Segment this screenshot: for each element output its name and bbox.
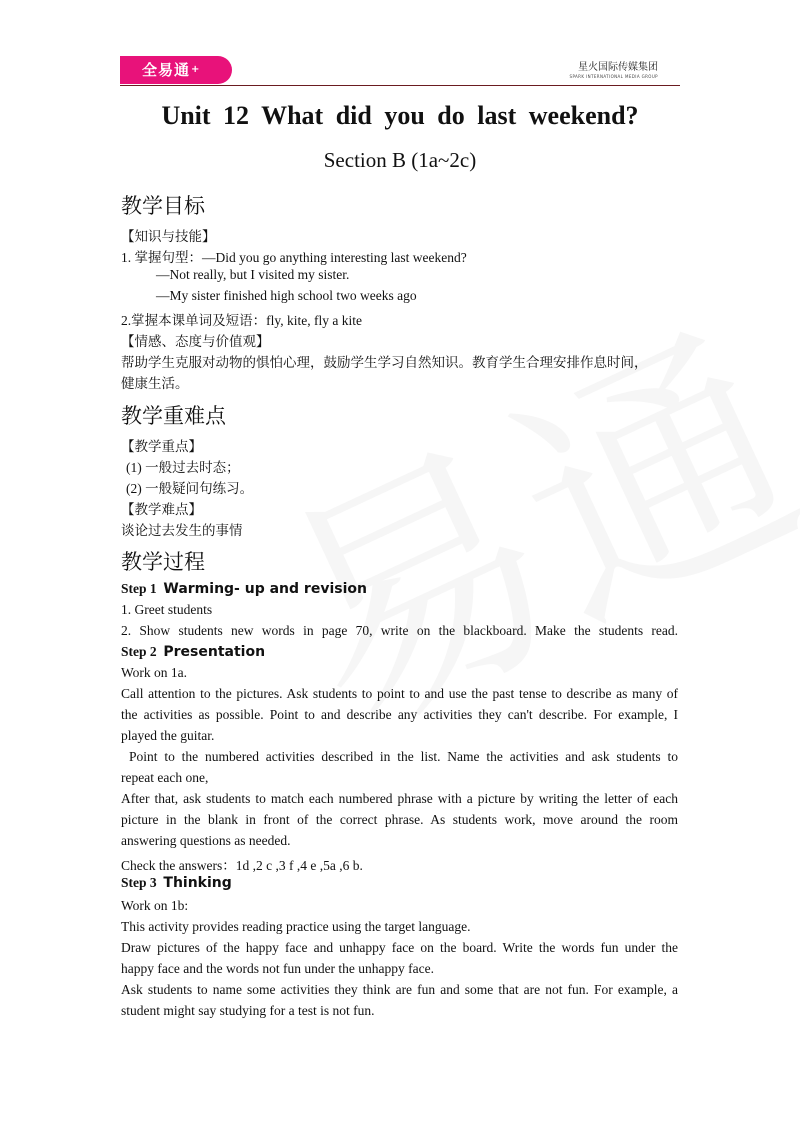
process-line: Draw pictures of the happy face and unhappy face on the board. Write the words fun under the	[121, 940, 678, 955]
step-title: Thinking	[163, 875, 232, 891]
key-points-line: (1) 一般过去时态；	[126, 460, 240, 475]
header-rule	[120, 85, 680, 86]
publisher-mark	[570, 62, 658, 79]
objectives-line: —My sister finished high school two weeks ago	[156, 288, 417, 303]
step-3-heading	[121, 875, 232, 891]
page-subtitle: Section B (1a~2c)	[323, 148, 477, 172]
step-2-heading	[121, 644, 265, 660]
process-line: repeat each one,	[121, 770, 209, 785]
section-heading-process: 教学过程	[121, 550, 205, 574]
process-line: This activity provides reading practice using the target language.	[121, 919, 471, 934]
process-line: the activities as possible. Point to and describe any activities they can't describe. For example, I	[121, 707, 678, 722]
process-line: Call attention to the pictures. Ask students to point to and use the past tense to describe as many of	[121, 686, 678, 701]
key-points-line: (2) 一般疑问句练习。	[126, 481, 254, 496]
key-points-line: 谈论过去发生的事情	[121, 523, 243, 538]
process-line: 2. Show students new words in page 70, write on the blackboard. Make the students read.	[121, 623, 678, 638]
objectives-line: 【知识与技能】	[121, 229, 216, 244]
key-points-line: 【教学难点】	[121, 502, 202, 517]
objectives-line: 帮助学生克服对动物的惧怕心理，鼓励学生学习自然知识。教育学生合理安排作息时间，	[121, 355, 648, 370]
section-heading-objectives: 教学目标	[121, 194, 205, 218]
step-title: Presentation	[163, 644, 266, 660]
process-line: Ask students to name some activities they think are fun and some that are not fun. For example, a	[121, 982, 678, 997]
process-line: happy face and the words not fun under the unhappy face.	[121, 961, 435, 976]
process-line: Check the answers：1d ,2 c ,3 f ,4 e ,5a ,6 b.	[121, 858, 363, 873]
objectives-line: 【情感、态度与价值观】	[121, 334, 270, 349]
process-line: Work on 1a.	[121, 665, 188, 680]
process-line: picture in the blank in front of the correct phrase. As students work, move around the room	[121, 812, 678, 827]
process-line: 1. Greet students	[121, 602, 213, 617]
objectives-line: —Not really, but I visited my sister.	[156, 267, 350, 282]
process-line: Work on 1b:	[121, 898, 189, 913]
publisher-name-en: SPARK INTERNATIONAL MEDIA GROUP	[569, 74, 658, 79]
step-label: Step 1	[121, 581, 157, 596]
page-header	[120, 56, 680, 86]
page-title: Unit 12 What did you do last weekend?	[161, 101, 639, 130]
logo-text: 全易通	[142, 61, 191, 79]
brand-logo	[120, 56, 232, 84]
objectives-line: 健康生活。	[121, 376, 189, 391]
logo-star-icon: +	[191, 64, 201, 75]
objectives-line: 1. 掌握句型：—Did you go anything interesting last weekend?	[121, 250, 467, 265]
objectives-line: 2.掌握本课单词及短语：fly, kite, fly a kite	[121, 313, 362, 328]
publisher-name: 星火国际传媒集团	[578, 62, 658, 73]
process-line: played the guitar.	[121, 728, 215, 743]
process-line: answering questions as needed.	[121, 833, 291, 848]
process-line: Point to the numbered activities described in the list. Name the activities and ask students to	[129, 749, 678, 764]
key-points-line: 【教学重点】	[121, 439, 202, 454]
step-label: Step 3	[121, 875, 157, 890]
step-title: Warming- up and revision	[163, 581, 367, 597]
step-label: Step 2	[121, 644, 157, 659]
section-heading-key-points: 教学重难点	[121, 404, 226, 428]
process-line: student might say studying for a test is not fun.	[121, 1003, 375, 1018]
process-line: After that, ask students to match each numbered phrase with a picture by writing the letter of each	[121, 791, 678, 806]
step-1-heading	[121, 581, 367, 597]
